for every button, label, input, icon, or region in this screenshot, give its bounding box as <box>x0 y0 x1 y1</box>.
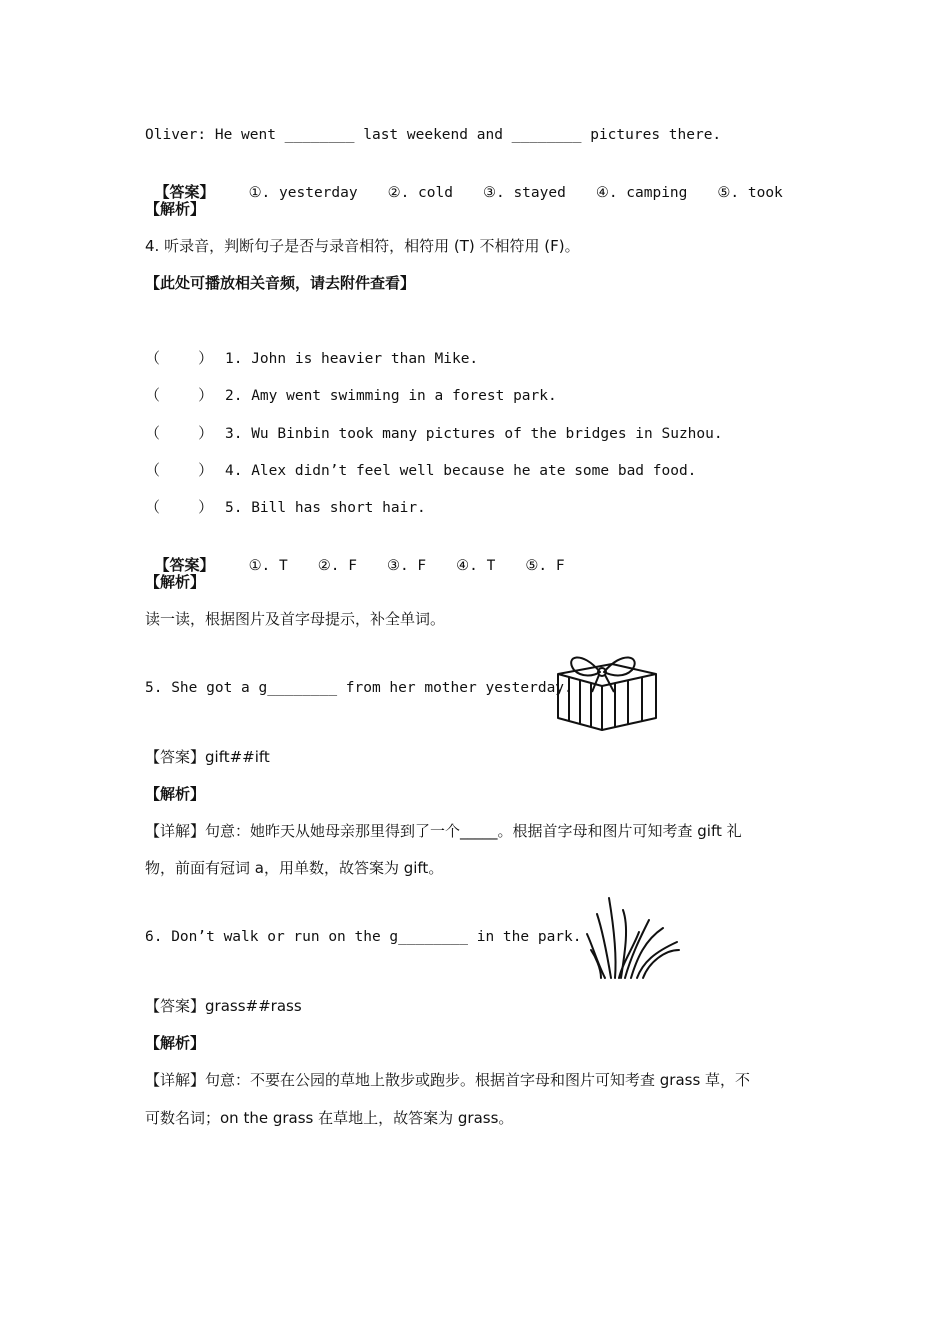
answer-label: 【答案】 <box>154 183 215 201</box>
q6-answer: 【答案】grass##rass <box>145 997 302 1015</box>
q5-sentence: 5. She got a g________ from her mother yesterday. <box>145 680 573 696</box>
q6-detail-line-2: 可数名词；on the grass 在草地上，故答案为 grass。 <box>145 1109 514 1127</box>
answer-item: ①. yesterday <box>248 185 358 201</box>
answer-item: ①. T <box>248 558 288 574</box>
tf-item <box>145 348 478 369</box>
tf-item <box>145 385 557 406</box>
tf-item-text: 5. Bill has short hair. <box>225 500 426 516</box>
answer-label: 【答案】 <box>154 556 215 574</box>
answer-item: ②. cold <box>387 185 453 201</box>
answer-item: ③. stayed <box>482 185 566 201</box>
q4-answer-row <box>145 535 595 576</box>
answer-item: ⑤. F <box>525 558 565 574</box>
q5-detail-line-1: 【详解】句意：她昨天从她母亲那里得到了一个_____。根据首字母和图片可知考查 gift 礼 <box>145 822 742 840</box>
q5-analysis-label: 【解析】 <box>145 785 206 803</box>
answer-blank-paren[interactable]: （ ） <box>145 386 214 404</box>
q4-audio-note: 【此处可播放相关音频，请去附件查看】 <box>145 274 416 292</box>
tf-item-text: 2. Amy went swimming in a forest park. <box>225 388 557 404</box>
q6-sentence: 6. Don’t walk or run on the g________ in the park. <box>145 929 582 945</box>
grass-icon <box>585 892 680 980</box>
answer-item: ⑤. took <box>717 185 783 201</box>
tf-item-text: 1. John is heavier than Mike. <box>225 351 479 367</box>
tf-item <box>145 423 723 444</box>
answer-blank-paren[interactable]: （ ） <box>145 461 214 479</box>
q3-analysis-label: 【解析】 <box>145 200 206 218</box>
tf-item-text: 4. Alex didn’t feel well because he ate some bad food. <box>225 463 697 479</box>
q4-analysis-label: 【解析】 <box>145 573 206 591</box>
q6-detail-line-1: 【详解】句意：不要在公园的草地上散步或跑步。根据首字母和图片可知考查 grass 草，不 <box>145 1071 751 1089</box>
tf-item-text: 3. Wu Binbin took many pictures of the bridges in Suzhou. <box>225 426 723 442</box>
answer-item: ③. F <box>386 558 427 574</box>
answer-blank-paren[interactable]: （ ） <box>145 424 214 442</box>
section-instruction: 读一读，根据图片及首字母提示，补全单词。 <box>145 610 446 628</box>
tf-item <box>145 460 696 481</box>
q5-answer: 【答案】gift##ift <box>145 748 270 766</box>
answer-blank-paren[interactable]: （ ） <box>145 498 214 516</box>
q6-analysis-label: 【解析】 <box>145 1034 206 1052</box>
answer-item: ④. T <box>456 558 496 574</box>
q3-sentence: Oliver: He went ________ last weekend and ________ pictures there. <box>145 127 722 143</box>
answer-blank-paren[interactable]: （ ） <box>145 349 214 367</box>
answer-item: ④. camping <box>595 185 688 201</box>
answer-item: ②. F <box>317 558 357 574</box>
q4-title: 4. 听录音，判断句子是否与录音相符，相符用 (T) 不相符用 (F)。 <box>145 237 580 255</box>
tf-item <box>145 497 426 518</box>
gift-box-icon <box>552 642 662 732</box>
q5-detail-line-2: 物，前面有冠词 a，用单数，故答案为 gift。 <box>145 859 444 877</box>
q3-answer-row <box>145 162 813 203</box>
